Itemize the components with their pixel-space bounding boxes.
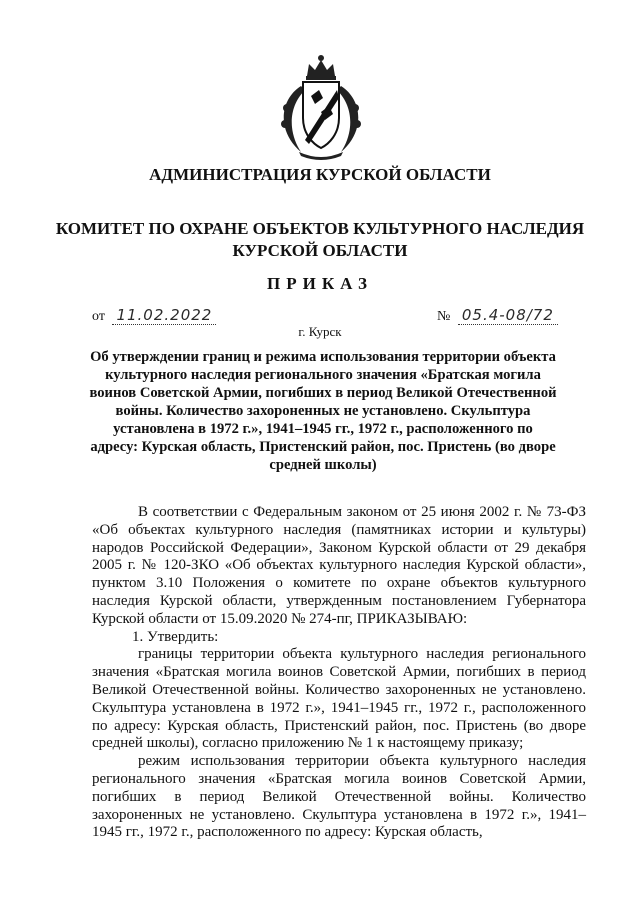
document-type: ПРИКАЗ [267, 274, 373, 293]
number-prefix: № [437, 309, 451, 324]
coat-of-arms-icon [271, 52, 371, 162]
date-prefix: от [92, 309, 105, 324]
administration-title: АДМИНИСТРАЦИЯ КУРСКОЙ ОБЛАСТИ [149, 165, 491, 184]
date-value: 11.02.2022 [112, 306, 216, 325]
number-value: 05.4-08/72 [458, 306, 558, 325]
committee-title [0, 218, 640, 262]
issue-city: г. Курск [298, 324, 342, 339]
body-paragraph-legal-basis: В соответствии с Федеральным законом от 25 июня 2002 г. № 73-ФЗ «Об объектах культурного наследия (памятниках истории и культуры) народов Российской Федерации», Законом Курской области от 29 декабря 2005 г. № 120-ЗКО «Об объектах культурного наследия Курской области», пунктом 3.10 Положения о комитете по охране объектов культурного наследия Курской области, утвержденным постановлением Губернатора Курской области от 15.09.2020 № 274-пг, ПРИКАЗЫВАЮ: [92, 504, 586, 627]
order-body [92, 504, 586, 842]
order-subject: Об утверждении границ и режима использования территории объекта культурного наследия регионального значения «Братская могила воинов Советской Армии, погибших в период Великой Отечественной войны. Количество захороненных не установлено. Скульптура установлена в 1972 г.», 1941–1945 гг., 1972 г., расположенного по адресу: Курская область, Пристенский район, пос. Пристень (во дворе средней школы) [89, 349, 557, 473]
body-paragraph-usage-regime: режим использования территории объекта культурного наследия регионального значения «Братская могила воинов Советской Армии, погибших в период Великой Отечественной войны. Количество захороненных не установлено. Скульптура установлена в 1972 г.», 1941–1945 гг., 1972 г., расположенного по адресу: Курская область, [92, 753, 586, 841]
body-paragraph-approve: 1. Утвердить: [132, 628, 219, 645]
committee-title-line2: КУРСКОЙ ОБЛАСТИ [232, 241, 408, 260]
committee-title-line1: КОМИТЕТ ПО ОХРАНЕ ОБЪЕКТОВ КУЛЬТУРНОГО НАСЛЕДИЯ [55, 219, 585, 238]
body-paragraph-boundaries: границы территории объекта культурного наследия регионального значения «Братская могила воинов Советской Армии, погибших в период Великой Отечественной войны. Количество захороненных не установлено. Скульптура установлена в 1972 г.», 1941–1945 гг., 1972 г., расположенного по адресу: Курская область, Пристенский район, пос. Пристень (во дворе средней школы), согласно приложению № 1 к настоящему приказу; [92, 646, 586, 752]
